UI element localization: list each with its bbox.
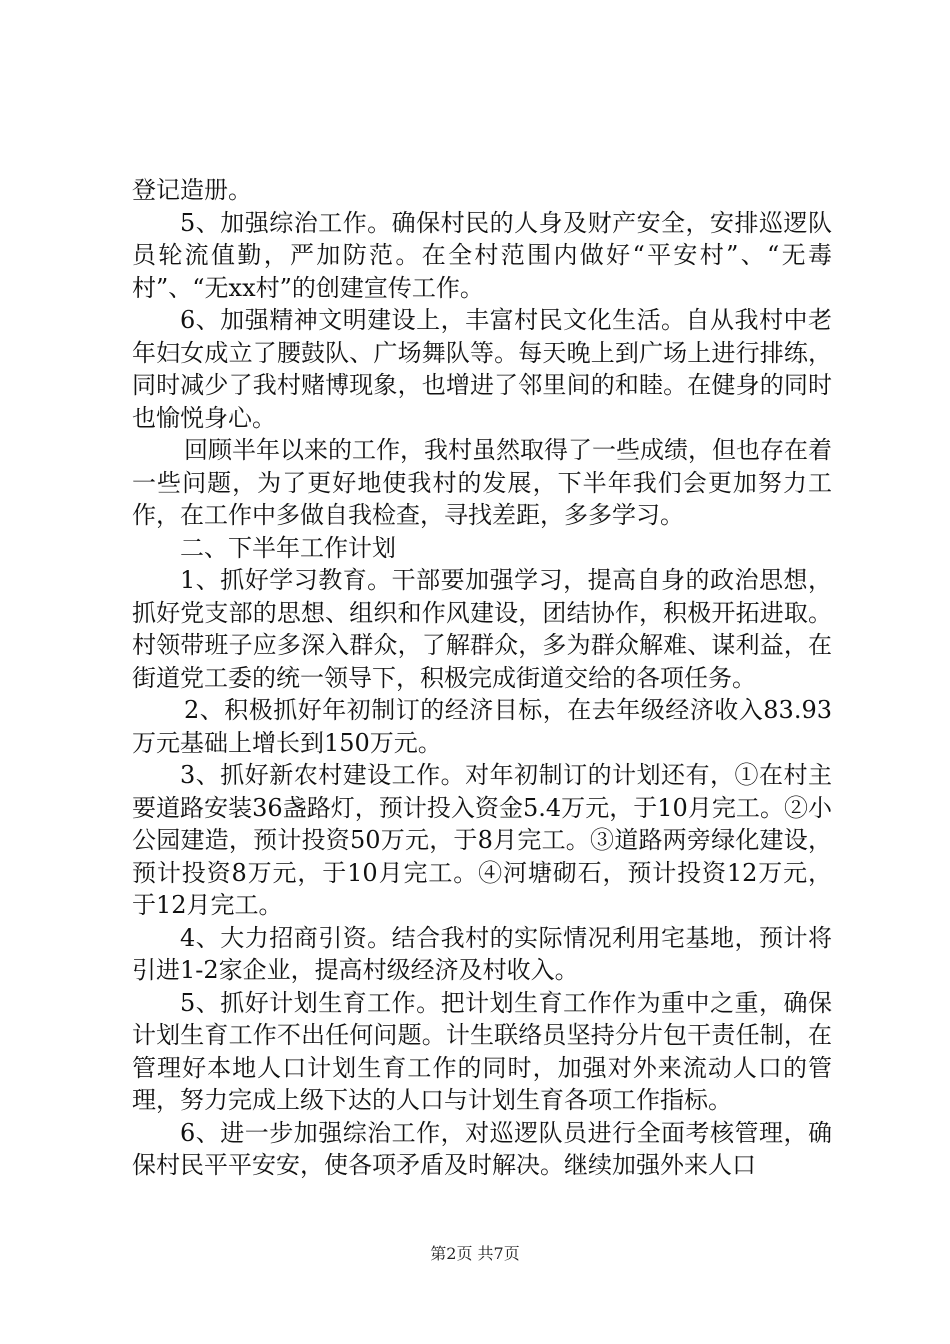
paragraph-plan-2-economy: 2、积极抓好年初制订的经济目标，在去年级经济收入83.93万元基础上增长到150万元。 [132, 696, 832, 757]
paragraph-item-6-civilization: 6、加强精神文明建设上，丰富村民文化生活。自从我村中老年妇女成立了腰鼓队、广场舞队等。每天晚上到广场上进行排练，同时减少了我村赌博现象，也增进了邻里间的和睦。在健身的同时也愉悦身心。 [132, 306, 832, 432]
paragraph-item-5-security: 5、加强综治工作。确保村民的人身及财产安全，安排巡逻队员轮流值勤，严加防范。在全村范围内做好“平安村”、“无毒村”、“无xx村”的创建宣传工作。 [132, 208, 832, 302]
page-number: 第2页 共7页 [430, 1244, 520, 1263]
paragraph-continuation: 登记造册。 [132, 176, 252, 204]
document-body [132, 174, 832, 1182]
paragraph-plan-4-investment: 4、大力招商引资。结合我村的实际情况利用宅基地，预计将引进1-2家企业，提高村级经济及村收入。 [132, 923, 832, 984]
paragraph-plan-6-security: 6、进一步加强综治工作，对巡逻队员进行全面考核管理，确保村民平平安安，使各项矛盾及时解决。继续加强外来人口 [132, 1118, 832, 1179]
paragraph-plan-5-family-planning: 5、抓好计划生育工作。把计划生育工作作为重中之重，确保计划生育工作不出任何问题。计生联络员坚持分片包干责任制，在管理好本地人口计划生育工作的同时，加强对外来流动人口的管理，努力完成上级下达的人口与计划生育各项工作指标。 [132, 988, 832, 1114]
paragraph-plan-3-construction: 3、抓好新农村建设工作。对年初制订的计划还有，①在村主要道路安装36盏路灯，预计投入资金5.4万元，于10月完工。②小公园建造，预计投资50万元，于8月完工。③道路两旁绿化建设，预计投资8万元，于10月完工。④河塘砌石，预计投资12万元，于12月完工。 [132, 761, 832, 919]
paragraph-plan-1-education: 1、抓好学习教育。干部要加强学习，提高自身的政治思想，抓好党支部的思想、组织和作风建设，团结协作，积极开拓进取。村领带班子应多深入群众，了解群众，多为群众解难、谋利益，在街道党工委的统一领导下，积极完成街道交给的各项任务。 [132, 566, 832, 692]
section-heading-plan: 二、下半年工作计划 [180, 533, 396, 562]
paragraph-review: 回顾半年以来的工作，我村虽然取得了一些成绩，但也存在着一些问题，为了更好地使我村的发展，下半年我们会更加努力工作，在工作中多做自我检查，寻找差距，多多学习。 [132, 436, 832, 529]
